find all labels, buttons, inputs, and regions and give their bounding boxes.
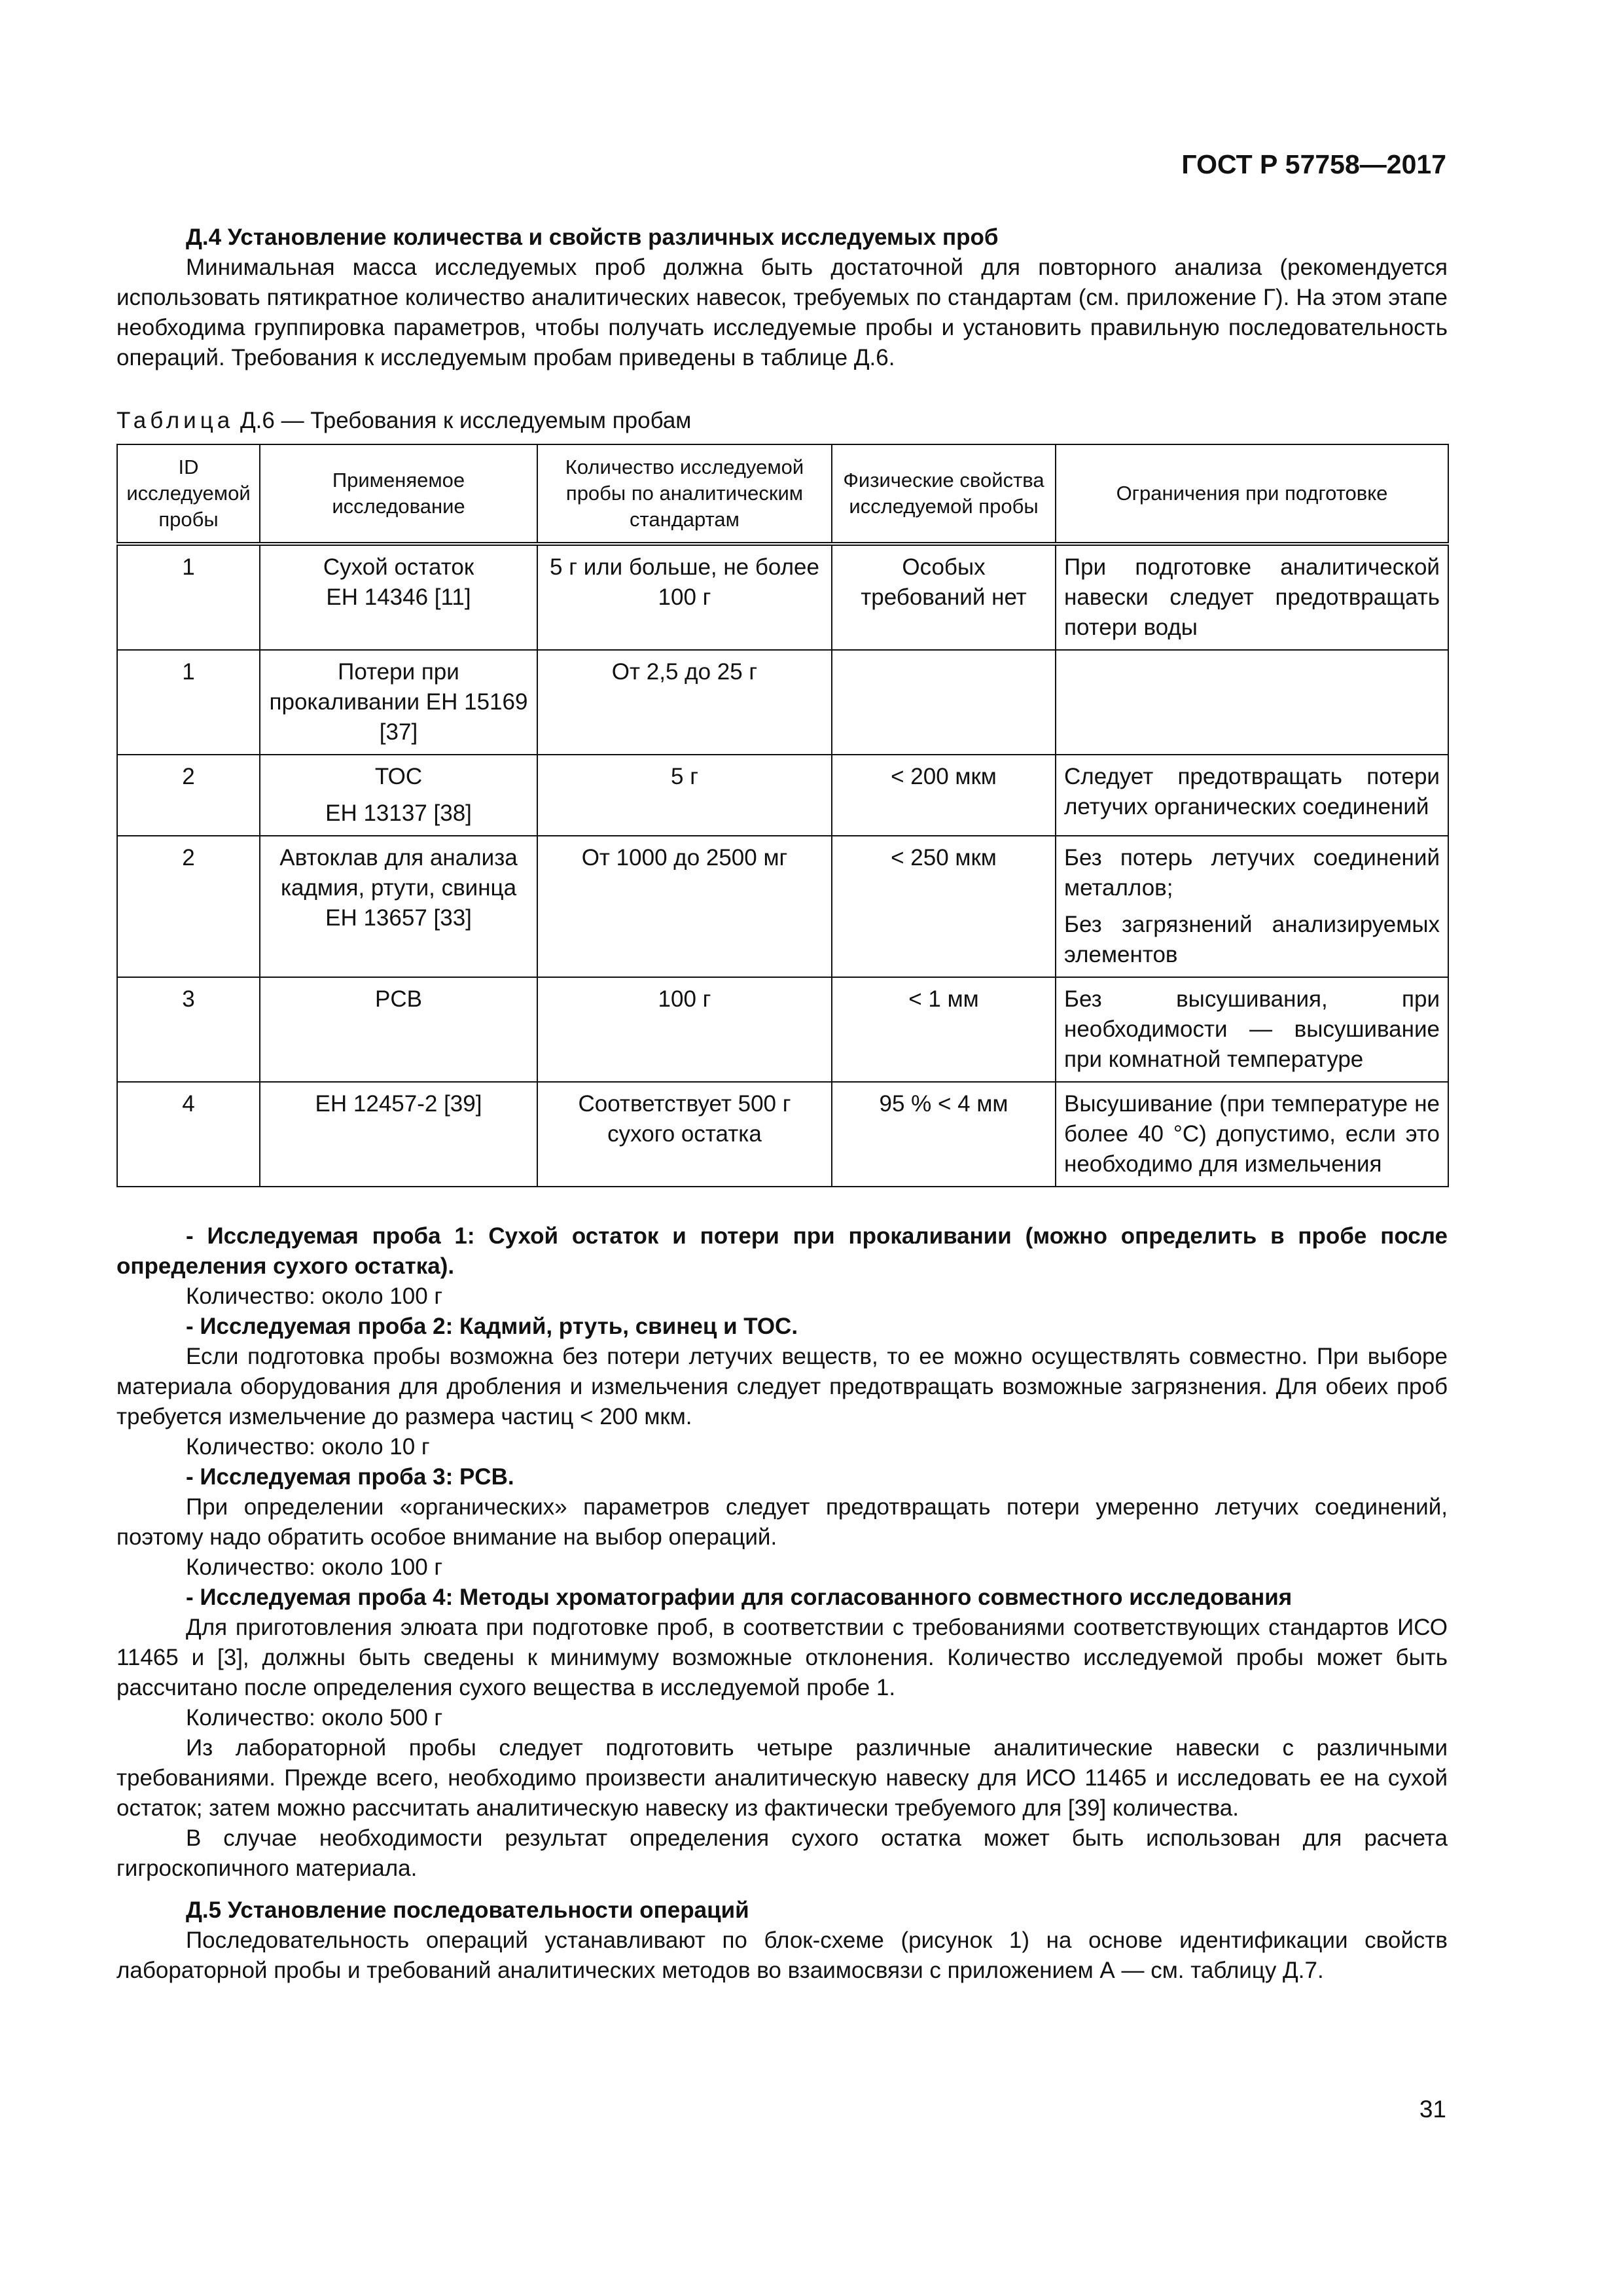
cell-limits (1056, 544, 1448, 650)
table-row (117, 977, 1448, 1082)
cell-study-line: PCB (375, 986, 422, 1012)
table-header-row (117, 444, 1448, 544)
sample-2-quantity: Количество: около 10 г (186, 1434, 430, 1460)
sample-3-quantity: Количество: около 100 г (186, 1554, 443, 1580)
cell-limits (1056, 650, 1448, 755)
cell-limits-line: Без загрязнений анализируемых элементов (1064, 912, 1440, 967)
document-id-header: ГОСТ Р 57758—2017 (1181, 149, 1446, 179)
cell-study (260, 755, 537, 836)
section-d5-title: Д.5 Установление последовательности операций (186, 1897, 749, 1923)
cell-study (260, 836, 537, 977)
cell-physical: 95 % < 4 мм (832, 1082, 1056, 1187)
cell-quantity: 5 г или больше, не более 100 г (537, 544, 832, 650)
cell-physical: < 1 мм (832, 977, 1056, 1082)
cell-study (260, 1082, 537, 1187)
header-limits: Ограничения при подготовке (1056, 444, 1448, 544)
requirements-table (116, 444, 1449, 1187)
sample-1-quantity: Количество: около 100 г (186, 1283, 443, 1309)
section-d5 (116, 1895, 1448, 1986)
cell-limits (1056, 1082, 1448, 1187)
table-row (117, 836, 1448, 977)
cell-study-line: Сухой остаток (323, 554, 474, 580)
table-caption-text: Д.6 — Требования к исследуемым пробам (240, 408, 692, 433)
cell-study (260, 977, 537, 1082)
sample-2-text: Если подготовка пробы возможна без потери летучих веществ, то ее можно осуществлять совместно. При выборе материала оборудования для дробления и измельчения следует предотвращать возможные загрязнения. Для обеих проб требуется измельчение до размера частиц < 200 мкм. (116, 1344, 1448, 1429)
sample-4-title: - Исследуемая проба 4: Методы хроматографии для согласованного совместного исследования (186, 1585, 1293, 1610)
sample-1-title: - Исследуемая проба 1: Сухой остаток и потери при прокаливании (можно определить в пробе после определения сухого остатка). (116, 1223, 1448, 1279)
sample-4-quantity: Количество: около 500 г (186, 1705, 443, 1731)
cell-study-line: ЕН 14346 [11] (326, 584, 471, 610)
cell-limits (1056, 755, 1448, 836)
cell-study-line: ЕН 13137 [38] (325, 800, 472, 826)
cell-limits (1056, 977, 1448, 1082)
cell-id: 2 (117, 755, 260, 836)
table-caption-label: Таблица (116, 408, 234, 433)
table-row (117, 650, 1448, 755)
cell-study-line: ЕН 12457-2 [39] (315, 1091, 482, 1117)
header-physical: Физические свойства исследуемой пробы (832, 444, 1056, 544)
cell-id: 2 (117, 836, 260, 977)
cell-study-line: ТОС (374, 764, 423, 789)
cell-limits-line: Без высушивания, при необходимости — высушивание при комнатной температуре (1064, 986, 1440, 1072)
table-caption (116, 406, 1448, 436)
cell-physical: < 200 мкм (832, 755, 1056, 836)
section-d4-paragraph: Минимальная масса исследуемых проб должна быть достаточной для повторного анализа (рекомендуется использовать пятикратное количество аналитических навесок, требуемых по стандартам (см. приложение Г). На этом этапе необходима группировка параметров, чтобы получать исследуемые пробы и установить правильную последовательность операций. Требования к исследуемым пробам приведены в таблице Д.6. (116, 255, 1448, 370)
cell-limits-line: При подготовке аналитической навески следует предотвращать потери воды (1064, 554, 1440, 640)
cell-id: 3 (117, 977, 260, 1082)
cell-study-line: Потери при прокаливании ЕН 15169 [37] (269, 659, 528, 745)
cell-limits-line: Высушивание (при температуре не более 40 °С) допустимо, если это необходимо для измельчения (1064, 1091, 1440, 1177)
table-row (117, 1082, 1448, 1187)
sample-4-text: Для приготовления элюата при подготовке проб, в соответствии с требованиями соответствующих стандартов ИСО 11465 и [3], должны быть сведены к минимуму возможные отклонения. Количество исследуемой пробы может быть рассчитано после определения сухого вещества в исследуемой пробе 1. (116, 1615, 1448, 1700)
section-d4-title: Д.4 Установление количества и свойств различных исследуемых проб (186, 224, 999, 250)
samples-description (116, 1221, 1448, 1884)
cell-physical: Особых требований нет (832, 544, 1056, 650)
cell-study (260, 650, 537, 755)
cell-id: 1 (117, 544, 260, 650)
cell-id: 1 (117, 650, 260, 755)
cell-quantity: От 1000 до 2500 мг (537, 836, 832, 977)
cell-study-line: ЕН 13657 [33] (325, 905, 472, 931)
sample-3-text: При определении «органических» параметров следует предотвращать потери умеренно летучих соединений, поэтому надо обратить особое внимание на выбор операций. (116, 1494, 1448, 1550)
cell-study-line: Автоклав для анализа кадмия, ртути, свинца (279, 845, 518, 901)
cell-quantity: Соответствует 500 г сухого остатка (537, 1082, 832, 1187)
cell-limits-line: Следует предотвращать потери летучих органических соединений (1064, 764, 1440, 819)
cell-limits-line: Без потерь летучих соединений металлов; (1064, 845, 1440, 901)
lab-sample-paragraph: Из лабораторной пробы следует подготовить четыре различные аналитические навески с различными требованиями. Прежде всего, необходимо произвести аналитическую навеску для ИСО 11465 и исследовать ее на сухой остаток; затем можно рассчитать аналитическую навеску из фактически требуемого для [39] количества. (116, 1735, 1448, 1821)
cell-limits (1056, 836, 1448, 977)
header-study: Применяемое исследование (260, 444, 537, 544)
cell-physical: < 250 мкм (832, 836, 1056, 977)
page-number: 31 (1419, 2096, 1446, 2123)
sample-2-title: - Исследуемая проба 2: Кадмий, ртуть, свинец и ТОС. (186, 1314, 798, 1339)
cell-study (260, 544, 537, 650)
sample-3-title: - Исследуемая проба 3: PCB. (186, 1464, 514, 1490)
cell-id: 4 (117, 1082, 260, 1187)
cell-quantity: От 2,5 до 25 г (537, 650, 832, 755)
header-id: ID исследуемой пробы (117, 444, 260, 544)
cell-physical (832, 650, 1056, 755)
page-content (116, 223, 1448, 1986)
hygroscopic-paragraph: В случае необходимости результат определения сухого остатка может быть использован для расчета гигроскопичного материала. (116, 1825, 1448, 1881)
table-row (117, 544, 1448, 650)
section-d5-paragraph: Последовательность операций устанавливают по блок-схеме (рисунок 1) на основе идентификации свойств лабораторной пробы и требований аналитических методов во взаимосвязи с приложением А — см. таблицу Д.7. (116, 1928, 1448, 1983)
cell-quantity: 5 г (537, 755, 832, 836)
table-row (117, 755, 1448, 836)
header-quantity: Количество исследуемой пробы по аналитическим стандартам (537, 444, 832, 544)
cell-quantity: 100 г (537, 977, 832, 1082)
